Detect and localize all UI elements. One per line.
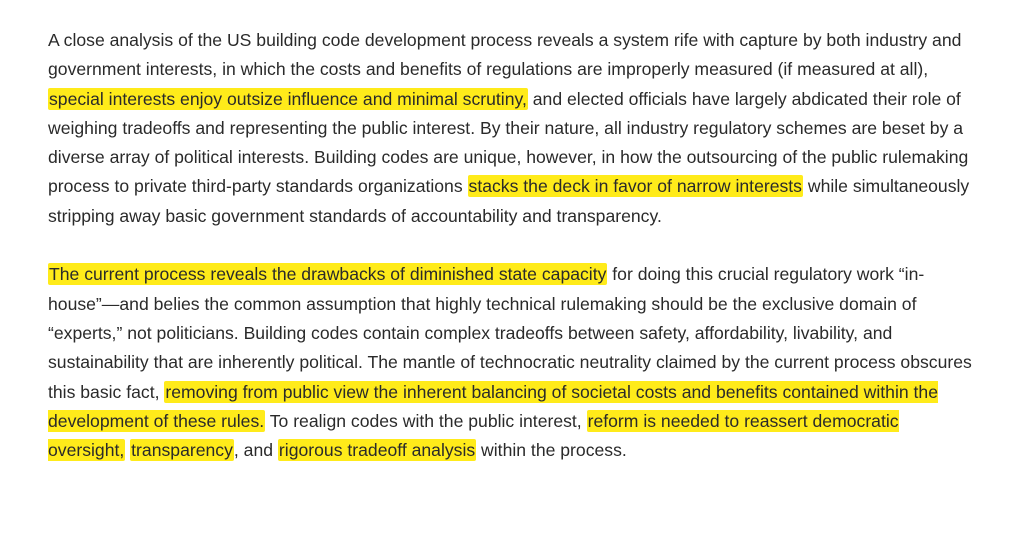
text-segment: for doing this crucial regulatory work “in-house”—and belies the common assumption that highly technical rulemaking should be the exclusive domain of “experts,” not politicians. Building codes contain complex tradeoffs between safety, affordability, livability, and sustainability that are inherently political. The mantle of technocratic neutrality claimed by the current process obscures this basic fact, bbox=[48, 264, 972, 402]
highlighted-text: stacks the deck in favor of narrow interests bbox=[468, 176, 802, 197]
document-body bbox=[48, 26, 978, 465]
highlighted-text: reform is needed to reassert democratic oversight, bbox=[48, 410, 899, 461]
text-segment: and elected officials have largely abdicated their role of weighing tradeoffs and representing the public interest. By their nature, all industry regulatory schemes are beset by a diverse array of political interests. Building codes are unique, however, in how the outsourcing of the public rulemaking process to private third-party standards organizations bbox=[48, 88, 969, 197]
paragraph-2 bbox=[48, 260, 978, 465]
text-segment: To realign codes with the public interest, bbox=[265, 410, 587, 431]
highlighted-text: removing from public view the inherent balancing of societal costs and benefits contained within the development of these rules. bbox=[48, 381, 938, 431]
text-segment: , and bbox=[233, 440, 278, 461]
text-segment: A close analysis of the US building code development process reveals a system rife with capture by both industry and government interests, in which the costs and benefits of regulations are improperly measured (if measured at all), bbox=[48, 30, 962, 80]
paragraph-1 bbox=[48, 26, 978, 231]
highlighted-text: rigorous tradeoff analysis bbox=[278, 440, 476, 461]
highlighted-text: special interests enjoy outsize influence and minimal scrutiny, bbox=[49, 88, 527, 109]
text-segment: within the process. bbox=[476, 440, 627, 461]
highlighted-text: The current process reveals the drawbacks of diminished state capacity bbox=[49, 264, 607, 285]
text-segment: while simultaneously stripping away basic government standards of accountability and transparency. bbox=[48, 176, 970, 226]
highlighted-text: transparency bbox=[131, 440, 233, 461]
